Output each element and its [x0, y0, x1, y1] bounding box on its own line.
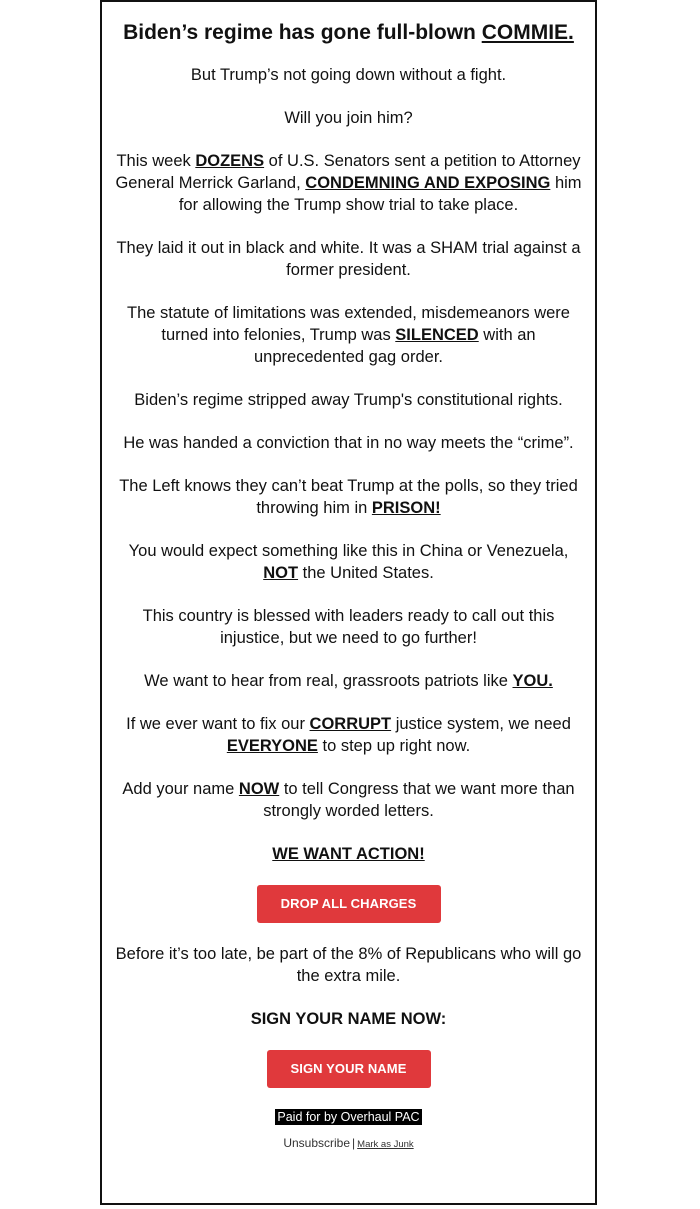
p8-text-a: The Left knows they can’t beat Trump at the polls, so they tried throwing him in: [119, 477, 578, 517]
p13-text-a: Add your name: [122, 780, 239, 798]
p3-text-e: him for allowing the Trump show trial to take place.: [178, 174, 582, 214]
headline: [114, 20, 583, 46]
p9-text-a: You would expect something like this in China or Venezuela,: [128, 542, 569, 560]
paragraph-12: [114, 713, 583, 757]
footer-separator: |: [352, 1136, 356, 1150]
p13-emphasis-now: NOW: [238, 780, 280, 798]
p12-emphasis-everyone: EVERYONE: [226, 737, 318, 755]
paragraph-2: Will you join him?: [284, 109, 413, 127]
p8-emphasis-prison: PRISON!: [371, 499, 441, 517]
p3-emphasis-dozens: DOZENS: [195, 152, 265, 170]
mark-as-junk-link[interactable]: Mark as Junk: [357, 1139, 414, 1150]
sign-name-wrapper: [114, 1050, 583, 1108]
email-content: [102, 2, 595, 1153]
p12-text-a: If we ever want to fix our: [126, 715, 310, 733]
p3-text-a: This week: [116, 152, 196, 170]
email-frame: [100, 0, 597, 1205]
paragraph-6: Biden’s regime stripped away Trump's constitutional rights.: [134, 391, 563, 409]
p9-emphasis-not: NOT: [263, 564, 299, 582]
p11-emphasis-you: YOU.: [512, 672, 553, 690]
sign-your-name-button[interactable]: SIGN YOUR NAME: [267, 1050, 431, 1088]
p11-text-a: We want to hear from real, grassroots patriots like: [144, 672, 513, 690]
p5-emphasis-silenced: SILENCED: [395, 326, 479, 344]
p5-text-a: The statute of limitations was extended, misdemeanors were turned into felonies, Trump was: [127, 304, 570, 344]
paid-for-wrapper: [114, 1108, 583, 1135]
headline-text: Biden’s regime has gone full-blown: [123, 21, 482, 44]
paragraph-8: [114, 475, 583, 519]
p13-text-c: to tell Congress that we want more than strongly worded letters.: [263, 780, 575, 820]
headline-emphasis: COMMIE.: [481, 21, 574, 44]
paragraph-4: They laid it out in black and white. It was a SHAM trial against a former president.: [116, 239, 581, 279]
action-heading: WE WANT ACTION!: [272, 845, 425, 863]
p3-emphasis-condemning: CONDEMNING AND EXPOSING: [305, 174, 551, 192]
paragraph-13: [114, 778, 583, 822]
p12-emphasis-corrupt: CORRUPT: [309, 715, 392, 733]
unsubscribe-link[interactable]: Unsubscribe: [283, 1136, 351, 1150]
paragraph-7: He was handed a conviction that in no way meets the “crime”.: [123, 434, 574, 452]
paid-for-disclaimer: Paid for by Overhaul PAC: [277, 1110, 420, 1124]
paragraph-14: Before it’s too late, be part of the 8% of Republicans who will go the extra mile.: [115, 945, 582, 985]
paragraph-10: This country is blessed with leaders ready to call out this injustice, but we need to go further!: [142, 607, 555, 647]
paragraph-3: [114, 150, 583, 216]
p12-text-e: to step up right now.: [317, 737, 471, 755]
paragraph-11: [114, 670, 583, 692]
paragraph-9: [114, 540, 583, 584]
p5-text-c: with an unprecedented gag order.: [254, 326, 536, 366]
drop-all-charges-button[interactable]: DROP ALL CHARGES: [257, 885, 441, 923]
sign-name-heading: SIGN YOUR NAME NOW:: [250, 1010, 447, 1028]
footer-links: [114, 1135, 583, 1153]
drop-charges-wrapper: [114, 885, 583, 943]
p3-text-c: of U.S. Senators sent a petition to Attorney General Merrick Garland,: [115, 152, 581, 192]
paragraph-1: But Trump’s not going down without a fight.: [190, 66, 507, 84]
paragraph-5: [114, 302, 583, 368]
p9-text-c: the United States.: [298, 564, 434, 582]
p12-text-c: justice system, we need: [391, 715, 571, 733]
